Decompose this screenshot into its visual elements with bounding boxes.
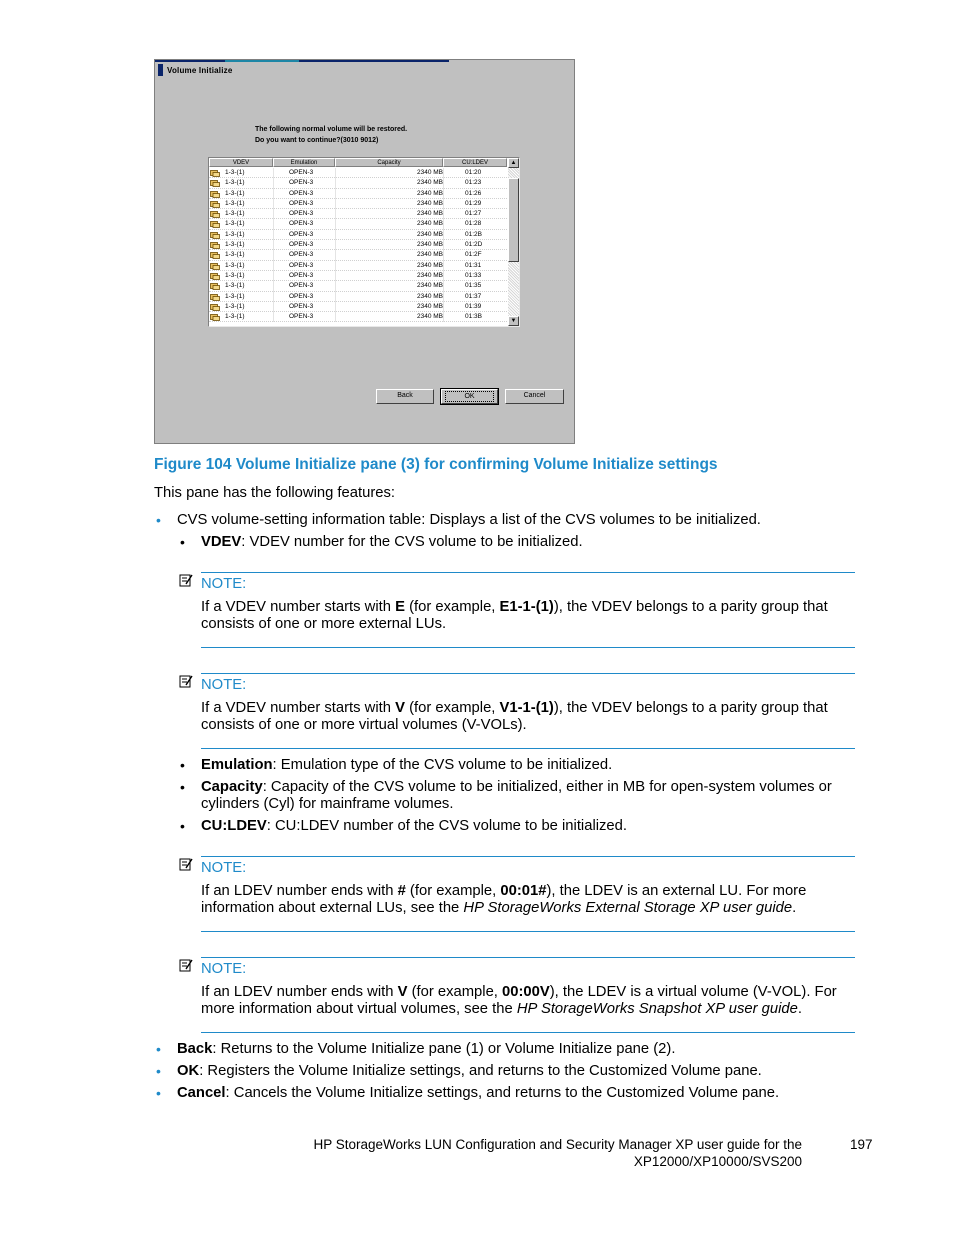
cell-culdev: 01:27	[465, 210, 482, 218]
snapshot-guide-link: HP StorageWorks Snapshot XP user guide	[516, 1001, 798, 1017]
sub-bullet-emulation: Emulation: Emulation type of the CVS volume to be initialized.	[201, 757, 613, 773]
cell-culdev: 01:2F	[465, 251, 482, 259]
cell-capacity: 2340 MB	[416, 313, 443, 321]
volume-icon	[210, 283, 220, 289]
cell-vdev: 1-3-(1)	[225, 169, 245, 176]
note-rule-bottom	[201, 748, 855, 749]
table-row[interactable]	[209, 302, 507, 312]
cell-emulation: OPEN-3	[289, 199, 314, 207]
note-rule-bottom	[201, 931, 855, 932]
cell-culdev: 01:37	[465, 292, 482, 300]
term-vdev: VDEV	[201, 534, 242, 550]
scroll-down-button[interactable]: ▼	[508, 316, 519, 326]
cell-capacity: 2340 MB	[416, 179, 443, 187]
sub-bullet-marker: •	[180, 534, 185, 550]
cell-emulation: OPEN-3	[289, 313, 314, 321]
table-row[interactable]	[209, 271, 507, 281]
scroll-thumb[interactable]	[508, 178, 519, 262]
pane-top-border	[155, 60, 449, 62]
sub-bullet-culdev: CU:LDEV: CU:LDEV number of the CVS volume to be initialized.	[201, 818, 627, 834]
note-rule-top	[201, 957, 855, 958]
footer-line-2: XP12000/XP10000/SVS200	[633, 1153, 802, 1169]
cell-culdev: 01:28	[465, 220, 482, 228]
volume-icon	[210, 191, 220, 197]
note-label: NOTE:	[201, 576, 247, 592]
bullet-marker: •	[156, 1085, 161, 1101]
cell-vdev: 1-3-(1)	[225, 292, 245, 300]
cell-vdev: 1-3-(1)	[225, 220, 245, 228]
note-rule-top	[201, 856, 855, 857]
cell-capacity: 2340 MB	[416, 230, 443, 238]
volume-icon	[210, 221, 220, 227]
table-row[interactable]	[209, 178, 507, 188]
note-external-ldev: If an LDEV number ends with # (for example, 00:01#), the LDEV is an external LU. For more information about external LUs, see the HP StorageWorks External Storage XP user guide.	[201, 883, 807, 916]
cell-vdev: 1-3-(1)	[225, 271, 245, 279]
cell-vdev: 1-3-(1)	[225, 199, 245, 207]
volume-icon	[210, 211, 220, 217]
note-virtual-vdev: If a VDEV number starts with V (for example, V1-1-(1)), the VDEV belongs to a parity group that consists of one or more virtual volumes (V-VOLs).	[201, 700, 828, 733]
note-label: NOTE:	[201, 677, 247, 693]
volume-icon	[210, 242, 220, 248]
cell-vdev: 1-3-(1)	[225, 251, 245, 259]
cell-culdev: 01:26	[465, 189, 482, 197]
table-row[interactable]	[209, 261, 507, 271]
table-row[interactable]	[209, 292, 507, 302]
volume-initialize-screenshot	[154, 59, 575, 444]
sub-bullet-marker: •	[180, 779, 185, 795]
note-rule-top	[201, 572, 855, 573]
volume-icon	[210, 294, 220, 300]
cell-culdev: 01:29	[465, 199, 482, 207]
table-row[interactable]	[209, 219, 507, 229]
cell-culdev: 01:20	[465, 169, 482, 176]
cell-emulation: OPEN-3	[289, 251, 314, 259]
cell-vdev: 1-3-(1)	[225, 230, 245, 238]
cell-emulation: OPEN-3	[289, 271, 314, 279]
cell-capacity: 2340 MB	[416, 189, 443, 197]
table-row[interactable]	[209, 312, 507, 322]
bullet-back: Back: Returns to the Volume Initialize pane (1) or Volume Initialize pane (2).	[177, 1041, 676, 1057]
table-row[interactable]	[209, 240, 507, 250]
sub-bullet-capacity: Capacity: Capacity of the CVS volume to be initialized, either in MB for open-system volumes or cylinders (Cyl) for mainframe volumes.	[201, 779, 832, 812]
cell-emulation: OPEN-3	[289, 241, 314, 249]
sub-bullet-marker: •	[180, 818, 185, 834]
scroll-up-button[interactable]: ▲	[508, 158, 519, 168]
cell-vdev: 1-3-(1)	[225, 189, 245, 197]
bullet-cancel: Cancel: Cancels the Volume Initialize settings, and returns to the Customized Volume pane.	[177, 1085, 780, 1101]
volume-icon	[210, 170, 220, 176]
cell-vdev: 1-3-(1)	[225, 210, 245, 218]
cvs-volume-table	[208, 157, 520, 327]
figure-caption: Figure 104 Volume Initialize pane (3) for confirming Volume Initialize settings	[154, 456, 718, 473]
volume-icon	[210, 201, 220, 207]
footer-line-1: HP StorageWorks LUN Configuration and Security Manager XP user guide for the	[313, 1137, 802, 1152]
cell-emulation: OPEN-3	[289, 230, 314, 238]
cell-capacity: 2340 MB	[416, 169, 443, 176]
cell-culdev: 01:23	[465, 179, 482, 187]
cell-emulation: OPEN-3	[289, 220, 314, 228]
cell-emulation: OPEN-3	[289, 302, 314, 310]
note-label: NOTE:	[201, 860, 247, 876]
note-icon	[179, 857, 193, 871]
cancel-button[interactable]: Cancel	[505, 389, 564, 404]
back-button[interactable]: Back	[376, 389, 434, 404]
cell-culdev: 01:31	[465, 261, 482, 269]
note-rule-bottom	[201, 647, 855, 648]
pane-title: Volume Initialize	[167, 66, 233, 75]
column-header-capacity[interactable]: Capacity	[335, 158, 443, 167]
bullet-marker: •	[156, 512, 161, 528]
ok-button-label: OK	[445, 391, 493, 402]
prompt-line-1: The following normal volume will be restored.	[255, 126, 408, 133]
title-marker	[158, 64, 163, 76]
cell-culdev: 01:3B	[465, 313, 482, 321]
page-number: 197	[850, 1137, 873, 1152]
cell-vdev: 1-3-(1)	[225, 179, 245, 187]
note-rule-top	[201, 673, 855, 674]
volume-icon	[210, 273, 220, 279]
table-row[interactable]	[209, 250, 507, 260]
cell-vdev: 1-3-(1)	[225, 302, 245, 310]
cell-emulation: OPEN-3	[289, 189, 314, 197]
note-label: NOTE:	[201, 961, 247, 977]
note-rule-bottom	[201, 1032, 855, 1033]
bullet-cvs-table: CVS volume-setting information table: Displays a list of the CVS volumes to be initialized.	[177, 512, 761, 528]
cell-vdev: 1-3-(1)	[225, 261, 245, 269]
table-row[interactable]	[209, 281, 507, 291]
cell-capacity: 2340 MB	[416, 302, 443, 310]
pane-top-border-accent	[225, 60, 299, 62]
sub-bullet-marker: •	[180, 757, 185, 773]
note-external-vdev: If a VDEV number starts with E (for example, E1-1-(1)), the VDEV belongs to a parity group that consists of one or more external LUs.	[201, 599, 828, 632]
sub-bullet-vdev	[201, 534, 583, 551]
table-row[interactable]	[209, 230, 507, 240]
cell-capacity: 2340 MB	[416, 271, 443, 279]
cell-emulation: OPEN-3	[289, 261, 314, 269]
table-header	[209, 158, 507, 167]
note-virtual-ldev: If an LDEV number ends with V (for example, 00:00V), the LDEV is a virtual volume (V-VOL). For more information about virtual volumes, see the HP StorageWorks Snapshot XP user guide.	[201, 984, 837, 1017]
cell-emulation: OPEN-3	[289, 210, 314, 218]
bullet-marker: •	[156, 1063, 161, 1079]
volume-icon	[210, 263, 220, 269]
desc-vdev: : VDEV number for the CVS volume to be initialized.	[241, 534, 583, 550]
cell-capacity: 2340 MB	[416, 220, 443, 228]
confirm-prompt	[255, 124, 407, 146]
cell-capacity: 2340 MB	[416, 282, 443, 290]
volume-icon	[210, 232, 220, 238]
bullet-marker: •	[156, 1041, 161, 1057]
table-row[interactable]	[209, 209, 507, 219]
cell-emulation: OPEN-3	[289, 292, 314, 300]
cell-capacity: 2340 MB	[416, 261, 443, 269]
volume-icon	[210, 304, 220, 310]
cell-capacity: 2340 MB	[416, 199, 443, 207]
volume-icon	[210, 314, 220, 320]
page-footer	[290, 1137, 802, 1170]
prompt-line-2: Do you want to continue?(3010 9012)	[255, 137, 379, 144]
cell-vdev: 1-3-(1)	[225, 241, 245, 249]
cell-vdev: 1-3-(1)	[225, 282, 245, 290]
note-icon	[179, 573, 193, 587]
cell-capacity: 2340 MB	[416, 251, 443, 259]
cell-vdev: 1-3-(1)	[225, 313, 245, 321]
note-icon	[179, 674, 193, 688]
bullet-ok: OK: Registers the Volume Initialize settings, and returns to the Customized Volume pane.	[177, 1063, 762, 1079]
intro-text: This pane has the following features:	[154, 485, 396, 501]
table-scrollbar[interactable]	[508, 158, 519, 326]
volume-icon	[210, 180, 220, 186]
cell-culdev: 01:2B	[465, 230, 482, 238]
ok-button[interactable]	[441, 389, 498, 404]
table-row[interactable]	[209, 168, 507, 178]
cell-capacity: 2340 MB	[416, 292, 443, 300]
table-row[interactable]	[209, 199, 507, 209]
cell-emulation: OPEN-3	[289, 179, 314, 187]
volume-icon	[210, 252, 220, 258]
cell-culdev: 01:35	[465, 282, 482, 290]
column-header-emulation[interactable]: Emulation	[273, 158, 335, 167]
cell-capacity: 2340 MB	[416, 210, 443, 218]
table-row[interactable]	[209, 189, 507, 199]
cell-culdev: 01:39	[465, 302, 482, 310]
cell-capacity: 2340 MB	[416, 241, 443, 249]
table-body	[209, 168, 507, 322]
column-header-culdev[interactable]: CU:LDEV	[443, 158, 507, 167]
cell-culdev: 01:33	[465, 271, 482, 279]
cell-emulation: OPEN-3	[289, 169, 314, 176]
cell-emulation: OPEN-3	[289, 282, 314, 290]
external-storage-guide-link: HP StorageWorks External Storage XP user guide	[463, 900, 793, 916]
note-icon	[179, 958, 193, 972]
column-header-vdev[interactable]: VDEV	[209, 158, 273, 167]
cell-culdev: 01:2D	[465, 241, 483, 249]
